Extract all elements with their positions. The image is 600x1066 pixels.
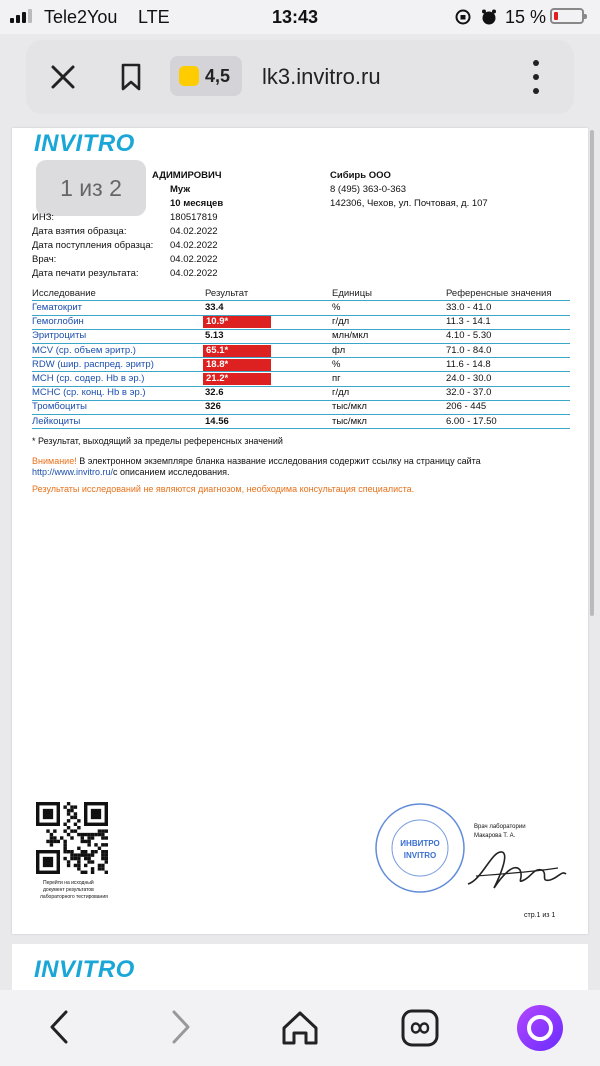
signer-name: Макарова Т. А. <box>474 833 516 839</box>
reference-value: 6.00 - 17.50 <box>446 415 497 427</box>
org-name: Сибирь ООО <box>330 170 391 181</box>
col-header-ref: Референсные значения <box>446 288 552 299</box>
signal-icon <box>10 9 34 23</box>
rating-value: 4,5 <box>205 66 231 86</box>
site-rating-badge[interactable] <box>170 56 242 96</box>
sample-received-label: Дата поступления образца: <box>32 240 154 251</box>
lab-stamp <box>374 802 466 894</box>
reference-value: 4.10 - 5.30 <box>446 330 492 342</box>
result-flagged: 21.2* <box>203 373 271 385</box>
org-phone: 8 (495) 363-0-363 <box>330 184 407 195</box>
attention-note <box>32 456 481 466</box>
test-name[interactable]: Эритроциты <box>32 330 87 342</box>
clock: 13:43 <box>272 7 319 27</box>
alice-icon[interactable] <box>516 1004 564 1052</box>
invitro-logo: INVITRO <box>34 130 135 157</box>
doctor-signature <box>462 840 572 900</box>
reference-value: 24.0 - 30.0 <box>446 373 492 384</box>
page-indicator: 1 из 2 <box>36 160 146 216</box>
bookmark-icon[interactable] <box>120 62 142 92</box>
signer-title: Врач лаборатории <box>474 824 526 830</box>
more-vertical-icon[interactable] <box>526 58 546 98</box>
unit-value: млн/мкл <box>332 330 369 342</box>
reference-value: 11.6 - 14.8 <box>446 358 491 370</box>
unit-value: % <box>332 358 341 370</box>
print-date-label: Дата печати результата: <box>32 268 139 279</box>
test-name[interactable]: Лейкоциты <box>32 415 81 427</box>
row-divider <box>32 400 570 401</box>
home-icon[interactable] <box>280 1008 320 1048</box>
attention-text: В электронном экземпляре бланка название исследования содержит ссылку на страницу сайта <box>76 456 481 466</box>
qr-caption-1: Перейти на исходный <box>43 880 94 886</box>
battery-percent: 15 % <box>505 7 547 27</box>
tabs-icon[interactable] <box>400 1008 440 1048</box>
reference-value: 206 - 445 <box>446 401 487 413</box>
invitro-link[interactable]: http://www.invitro.ru/ <box>32 467 114 477</box>
sample-received-value: 04.02.2022 <box>170 240 218 251</box>
unit-value: тыс/мкл <box>332 415 367 427</box>
attention-link-line <box>32 467 230 477</box>
disclaimer: Результаты исследований не являются диагнозом, необходима консультация специалиста. <box>32 484 415 494</box>
footnote: * Результат, выходящий за пределы референсных значений <box>32 436 283 446</box>
result-flagged: 18.8* <box>203 359 271 371</box>
result-value: 5.13 <box>205 330 224 342</box>
table-divider <box>32 300 570 301</box>
invitro-logo-2: INVITRO <box>34 956 135 983</box>
inz-label: ИНЗ: <box>32 212 55 223</box>
result-value: 33.4 <box>205 302 224 313</box>
result-flagged: 10.9* <box>203 316 271 328</box>
reference-value: 71.0 - 84.0 <box>446 344 492 356</box>
status-bar <box>0 0 600 34</box>
col-header-unit: Единицы <box>332 288 373 299</box>
result-value: 14.56 <box>205 415 229 427</box>
lock-rotation-icon <box>455 9 471 25</box>
unit-value: % <box>332 302 341 313</box>
col-header-result: Результат <box>205 288 249 299</box>
result-flagged: 65.1* <box>203 345 271 357</box>
row-divider <box>32 428 570 429</box>
col-header-test: Исследование <box>32 288 96 299</box>
carrier-name: Tele2You <box>44 7 118 27</box>
alarm-icon <box>480 8 498 26</box>
doctor-value: 04.02.2022 <box>170 254 218 265</box>
patient-age: 10 месяцев <box>170 198 224 209</box>
qr-caption-2: документ результатов <box>43 887 94 893</box>
doctor-label: Врач: <box>32 254 57 265</box>
test-name[interactable]: MCV (ср. объем эритр.) <box>32 344 136 356</box>
reference-value: 11.3 - 14.1 <box>446 316 491 328</box>
result-value: 32.6 <box>205 387 224 399</box>
stamp-text-en: INVITRO <box>403 851 437 860</box>
test-name[interactable]: Гематокрит <box>32 302 83 313</box>
reference-value: 32.0 - 37.0 <box>446 387 492 399</box>
patient-name: АДИМИРОВИЧ <box>152 170 222 181</box>
url-text[interactable]: lk3.invitro.ru <box>262 64 381 89</box>
sample-taken-label: Дата взятия образца: <box>32 226 127 237</box>
unit-value: г/дл <box>332 316 350 328</box>
test-name[interactable]: MCHC (ср. конц. Hb в эр.) <box>32 387 146 399</box>
unit-value: пг <box>332 373 341 384</box>
battery-icon <box>550 8 584 24</box>
network-type: LTE <box>138 7 170 27</box>
chevron-right-icon[interactable] <box>166 1008 196 1046</box>
inz-value: 180517819 <box>170 212 218 223</box>
unit-value: г/дл <box>332 387 350 399</box>
chevron-left-icon[interactable] <box>44 1008 74 1046</box>
patient-sex: Муж <box>170 184 191 195</box>
stamp-text-ru: ИНВИТРО <box>400 839 440 848</box>
attention-label: Внимание! <box>32 456 77 466</box>
qr-code[interactable] <box>36 802 108 874</box>
page-number: стр.1 из 1 <box>524 912 556 919</box>
rating-logo-icon <box>179 66 199 86</box>
close-icon[interactable] <box>50 64 76 90</box>
test-name[interactable]: Тромбоциты <box>32 401 87 413</box>
test-name[interactable]: Гемоглобин <box>32 316 84 328</box>
unit-value: фл <box>332 344 346 356</box>
qr-caption-3: лабораторного тестирования <box>40 894 108 900</box>
sample-taken-value: 04.02.2022 <box>170 226 218 237</box>
result-value: 326 <box>205 401 221 413</box>
unit-value: тыс/мкл <box>332 401 367 413</box>
test-name[interactable]: MCH (ср. содер. Hb в эр.) <box>32 373 145 384</box>
scrollbar[interactable] <box>590 130 594 616</box>
reference-value: 33.0 - 41.0 <box>446 302 492 313</box>
test-name[interactable]: RDW (шир. распред. эритр) <box>32 358 154 370</box>
attention-tail: с описанием исследования. <box>113 467 230 477</box>
org-address: 142306, Чехов, ул. Почтовая, д. 107 <box>330 198 488 209</box>
print-date-value: 04.02.2022 <box>170 268 218 279</box>
